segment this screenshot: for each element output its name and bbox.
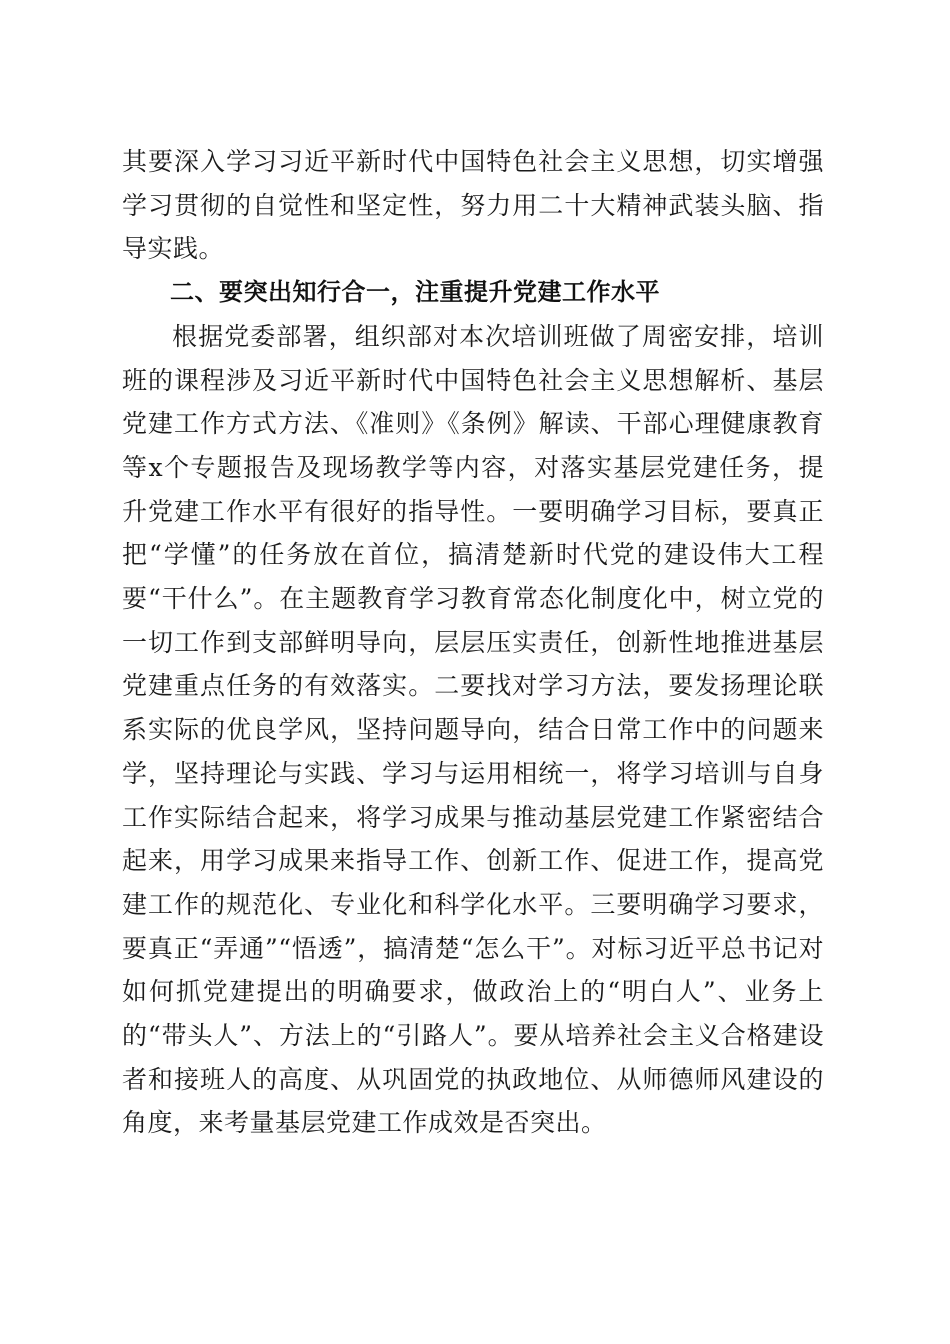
document-body	[122, 140, 824, 1145]
section-heading: 二、要突出知行合一，注重提升党建工作水平	[170, 278, 660, 307]
body-paragraph: 根据党委部署，组织部对本次培训班做了周密安排，培训班的课程涉及习近平新时代中国特色社会主义思想解析、基层党建工作方式方法、《准则》《条例》解读、干部心理健康教育等x个专题报告及现场教学等内容，对落实基层党建任务，提升党建工作水平有很好的指导性。一要明确学习目标，要真正把“学懂”的任务放在首位，搞清楚新时代党的建设伟大工程要“干什么”。在主题教育学习教育常态化制度化中，树立党的一切工作到支部鲜明导向，层层压实责任，创新性地推进基层党建重点任务的有效落实。二要找对学习方法，要发扬理论联系实际的优良学风，坚持问题导向，结合日常工作中的问题来学，坚持理论与实践、学习与运用相统一，将学习培训与自身工作实际结合起来，将学习成果与推动基层党建工作紧密结合起来，用学习成果来指导工作、创新工作、促进工作，提高党建工作的规范化、专业化和科学化水平。三要明确学习要求，要真正“弄通”“悟透”，搞清楚“怎么干”。对标习近平总书记对如何抓党建提出的明确要求，做政治上的“明白人”、业务上的“带头人”、方法上的“引路人”。要从培养社会主义合格建设者和接班人的高度、从巩固党的执政地位、从师德师风建设的角度，来考量基层党建工作成效是否突出。	[122, 321, 824, 1138]
continuation-paragraph: 其要深入学习习近平新时代中国特色社会主义思想，切实增强学习贯彻的自觉性和坚定性，努力用二十大精神武装头脑、指导实践。	[122, 147, 824, 264]
